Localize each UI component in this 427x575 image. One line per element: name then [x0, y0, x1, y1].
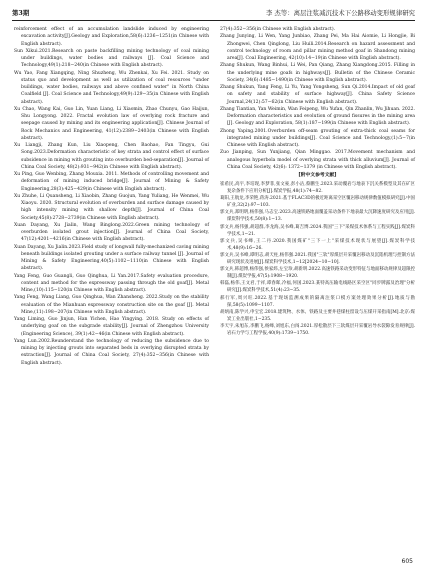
- chinese-references-heading: [附中文参考文献]: [298, 173, 337, 178]
- chinese-reference-entry: 李天宇,朱旭东,李鹏飞,杨峰,刘旭东,白闯.2021.厚松散层下三软煤层开采覆岩导水裂隙发育规律[J].岩石力学与工程学报,40(9):1739−1750.: [220, 323, 415, 336]
- chinese-reference-entry: 胡炳南,陈学兴,申宝宏.2018.建筑物、水体、铁路及主要井巷煤柱留设与压煤开采指南[M].北京:煤炭工业出版社,1−235.: [220, 309, 415, 322]
- chinese-reference-entry: 郭文兵,杨伟强,胡超群,李龙海,吴书峰,葛吉博.2024.我国"三下"采煤技术体系与工程实践[J].煤炭科学技术,1−21.: [220, 224, 415, 237]
- chinese-reference-entry: 葛阳,王航龙,李荣艳,蒋涛.2021.基于FLAC3D的极近距离采空区覆岩移动规律数值模拟研究[J].中国矿业,32(2):97−103.: [220, 196, 415, 209]
- reference-entry: Yang Feng, Wang Liang, Guo Qinghua, Wan Zhansheng. 2022.Study on the stability evaluation of the Mianhuan expressway construction site on the goaf [J]. Metal Mine,(11):198−207(in Chinese with English abstract).: [14, 295, 209, 315]
- reference-entry: Zhang Shukun, Yang Feng, Li Yu, Yang Yongsheng, Sun Qi.2014.Impact of old goaf on safety and stability of surface highway[J]. China Safety Science Journal,24(12):57−62(in Chinese with English abstract).: [220, 85, 415, 105]
- reference-entry: Yang Feng, Guo Guangli, Guo Qinghua, Li Yan.2017.Safety evaluation procedure, content and method for the expressway passing through the old goaf[J]. Metal Mine,(10):115−120(in Chinese with English abstract).: [14, 273, 209, 293]
- reference-entry: Yang Lun.2002.Reunderstand the technology of reducing the subsidence due to mining by injecting grouts into separated beds in overlying disrupted strata by extraction[J]. Journal of China Coal Society, 27(4):352−356(in Chinese with English abstract).: [14, 338, 209, 366]
- reference-entry: Zhang Shukun, Wang Binhui, Li Wei, Pan Qiang, Zhang Xiangdong.2015. Filling in the underlying mine goafs in highways[J]. Bulletin of the Chinese Ceramic Society, 34(6):1485−1490(in Chinese with English abstract).: [220, 63, 415, 83]
- chinese-reference-entry: 韩磊,杨伟,王文君,于祥,谭春晖,冷福,何国.2023.某特高压输电线路区采空区"同步牌露及治理"分析研究[J].煤炭科学技术,51(4):23−35.: [220, 281, 415, 294]
- right-column: [220, 26, 415, 337]
- reference-entry: Xu Zhuhe, Li Quansheng, Li Xiaobin, Zhang Guojun, Yang Yuliang, He Wenmei, Wu Xiaoyu. 2020. Structural evolution of overburden and surface damage caused by high intensity mining with shallow depth[J]. Journal of China Coal Society,45(8):2728−2739(in Chinese with English abstract).: [14, 193, 209, 221]
- reference-entry: Xu Ping, Guo Wenbing, Zhang Mouxia. 2011. Methods of controlling movement and deformation of mining induced bridge[J]. Journal of Mining & Safety Engineering,28(3):425−429(in Chinese with English abstract).: [14, 172, 209, 192]
- chinese-reference-entry: 郭文兵,吴书峰,王二丹.2020.我国煤矿"三下一上"采煤技术现状与展望[J].煤炭科学技术,48(9):16−26.: [220, 238, 415, 251]
- reference-entry: Xu Liangji, Zhang Kun, Liu Xiaopeng, Chen Baohao, Fan Tingyu, Gui Song.2023.Deformation characteristic of key strata and control effect of surface subsidence in mining with grouting into overburden bed-separation[J]. Journal of China Coal Society, 48(2):931−942(in Chinese with English abstract).: [14, 143, 209, 170]
- running-header: [12, 6, 415, 21]
- chinese-reference-entry: 郭文兵,吴书峰,谭明志,胡天柱,杨伟强.2021.我国"三软"厚煤层开采覆岩移动及沉陷机理与控制方法研究现状及进展[J].煤炭科学技术,1−12[2024−10−10].: [220, 252, 415, 266]
- chinese-reference-entry: 郭文兵,郑明明,杨伟强,马志宝.2023.高速铁路地面覆盖采动条件下地表最大沉降速度研究及应用[J].煤炭科学技术,50(8):1−13.: [220, 210, 415, 223]
- reference-entry: Zhang Junying, Li Wen, Yang Junbiao, Zhang Pei, Ma Hai Aiomie, Li Hongjie, Bi Zhongwei, Chen Qinglong, Liu Huili.2014.Research on hazard assessment and control technology of room and pillar mining method goaf in Shandong mining area[J]. Coal Engineering, 42(10):14−19(in Chinese with English abstract).: [220, 34, 415, 61]
- reference-entry: 27(4):352−356(in Chinese with English abstract).: [220, 27, 336, 32]
- reference-entry: Zuo Jianping, Sun Yunjiang, Qian Minggao. 2017.Movement mechanism and analogous hyperbola model of overlying strata with thick alluvium[J]. Journal of China Coal Society, 42(6): 1372−1379 (in Chinese with English abstract).: [220, 150, 415, 170]
- page-number: 605: [401, 558, 413, 565]
- reference-entry: Zhong Yaping.2001.Overburden off-seam grouting of extra-thick coal seams for integrated mining under buildings[J]. Coal Science and Technology,(1):5−7(in Chinese with English abstract).: [220, 128, 415, 148]
- reference-entry: reinforcement effect of an accumulation landslide induced by engineering excavation activity[J].Geology and Exploration,58(6):1236−1251(in Chinese with English abstract).: [14, 27, 209, 47]
- reference-entry: Xuan Dayang, Xu Jialin.2023.Field study of longwall fully-mechanized caving mining beneath buildings isolated grouting under a surface railway tunnel [J]. Journal of Mining & Safety Engineering,40(5):1102−1110(in Chinese with English abstract).: [14, 244, 209, 272]
- left-column: [14, 26, 209, 367]
- chinese-reference-entry: 郝行军,周兴旺.2022.基于现场监测成果的隔离注浆口模方案处理效果分析[J].地质与勘探,58(5):1099−1107.: [220, 295, 415, 308]
- running-title: 李 杰等：离层注浆减沉技术下公路移动变形规律研究: [265, 9, 415, 17]
- chinese-reference-entry: 崔希民,高宇,李培现,李梦菲,张文豪,彭小沾,蔡鹏生.2023.采动覆岩与地表下沉关系模型及其在矿区复杂条件下应用分析[J].煤炭学报,48(1):74−82.: [220, 182, 415, 195]
- chinese-reference-entry: 郭文兵,韩超博,杨伟强,侯家炜,左宝珍,胡新明.2022.高速铁路采动变形特征与地面移动规律及超限控制[J].煤炭学报,47(5):1908−1920.: [220, 267, 415, 280]
- reference-entry: Xuan Dayang, Xu Jialin, Wang Binglong.2022.Green mining technology of overburden isolated grout injection[J]. Journal of China Coal Society, 47(12):4201−4216(in Chinese with English abstract).: [14, 222, 209, 243]
- reference-entry: Yang Liming, Guo Jinjun, Han Yichen, Hao Yingying. 2018. Study on effects of underlying goaf on the subgrade stability[J]. Journal of Zhengzhou University (Engineering Science), 39(1):42−46(in Chinese with English abstract).: [14, 317, 209, 337]
- reference-entry: Xu Chao, Wang Kai, Guo Lin, Yuan Liang, Li Xiaomin, Zhao Chunyu, Gao Haijun, Shu Longyong. 2022. Fractal evolution law of overlying rock fracture and seepage caused by mining and its engineering application[J]. Chinese Journal of Rock Mechanics and Engineering, 41(12):2389−2403(in Chinese with English abstract).: [14, 106, 209, 141]
- reference-entry: Zhang Tiantian, Yan Weimin, Wan Feipeng, Wu Yufan, Qin Zhanlin, Wu Jihuan. 2022. Deformation characteristics and evolution of ground fissures in the mining area [J]. Geology and Exploration, 58(1):187−199(in Chinese with English abstract).: [220, 106, 415, 127]
- reference-entry: Sun Xikui.2021.Research on paste backfilling mining technology of coal mining under buildings, water bodies and railways [J]. Coal Science and Technology,49(1):218−240(in Chinese with English abstract).: [14, 48, 209, 69]
- issue-label: 第3期: [12, 9, 30, 17]
- reference-entry: Wu Yao, Fang Xiangqing, Ning Shuzheng, Wu Zhenkai, Xu Fei. 2021. Study on status quo and development as well as utilization of coal resources "under buildings, water bodies, railways and above confined water" in North China Coalfield [J]. Coal Science and Technology,49(9):129−35(in Chinese with English abstract).: [14, 70, 209, 105]
